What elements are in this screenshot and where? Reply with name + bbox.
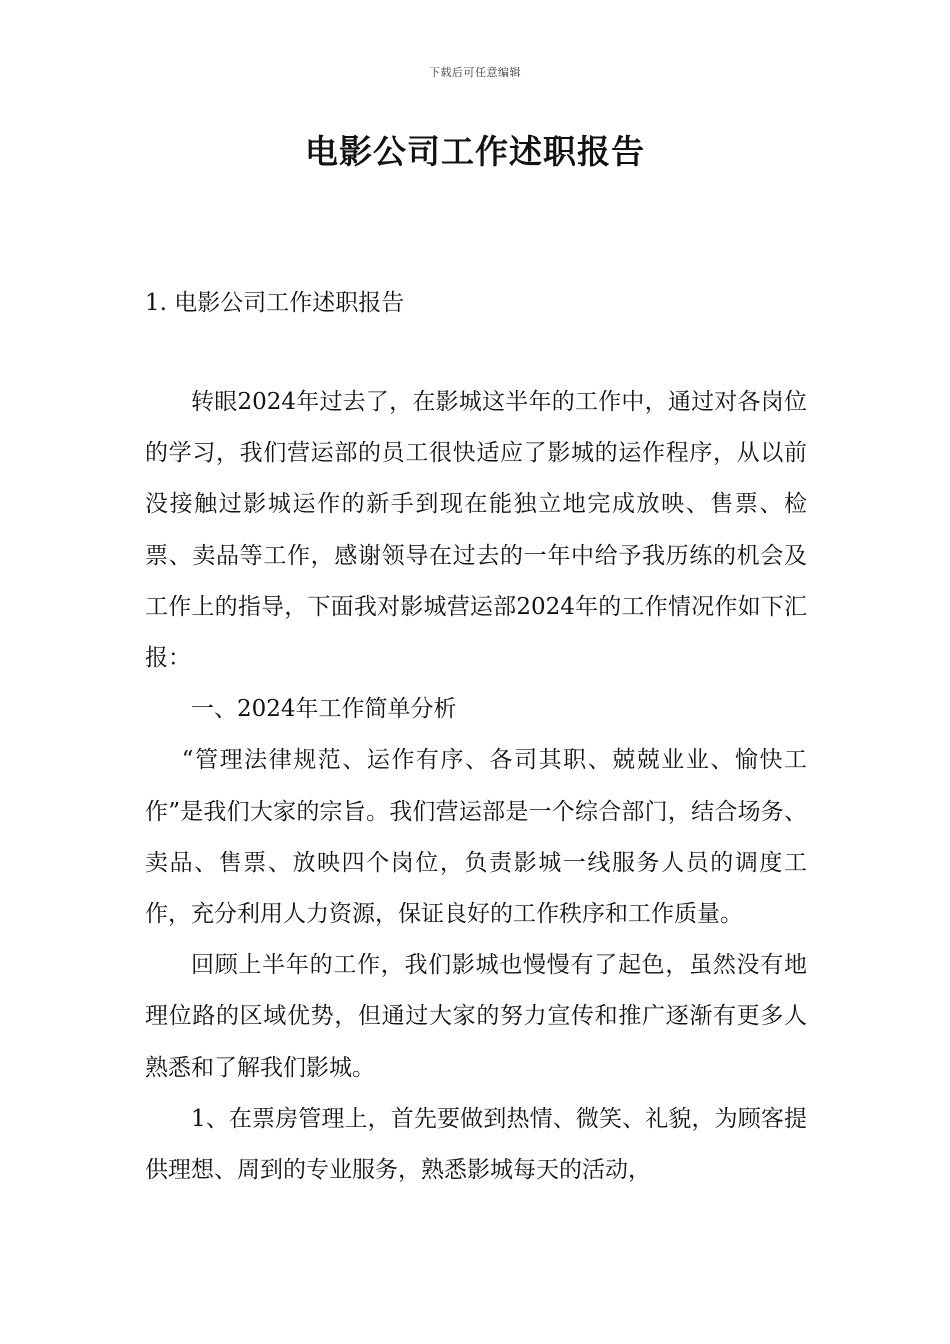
document-title: 电影公司工作述职报告 (305, 132, 645, 171)
document-body (145, 377, 807, 1196)
paragraph-intro: 转眼2024年过去了，在影城这半年的工作中，通过对各岗位的学习，我们营运部的员工很快适应了影城的运作程序，从以前没接触过影城运作的新手到现在能独立地完成放映、售票、检票、卖品等工作，感谢领导在过去的一年中给予我历练的机会及工作上的指导，下面我对影城营运部2024年的工作情况作如下汇报： (145, 389, 807, 672)
paragraph-box-office: 1、在票房管理上，首先要做到热情、微笑、礼貌，为顾客提供理想、周到的专业服务，熟悉影城每天的活动， (145, 1105, 807, 1184)
section-heading: 1. 电影公司工作述职报告 (145, 290, 405, 316)
paragraph-analysis-heading: 一、2024年工作简单分析 (191, 696, 457, 723)
paragraph-review: 回顾上半年的工作，我们影城也慢慢有了起色，虽然没有地理位路的区域优势，但通过大家的努力宣传和推广逐渐有更多人熟悉和了解我们影城。 (145, 952, 807, 1081)
header-note: 下载后可任意编辑 (429, 66, 521, 79)
paragraph-motto: “管理法律规范、运作有序、各司其职、兢兢业业、愉快工作”是我们大家的宗旨。我们营运部是一个综合部门，结合场务、卖品、售票、放映四个岗位，负责影城一线服务人员的调度工作，充分利用人力资源，保证良好的工作秩序和工作质量。 (145, 747, 807, 928)
